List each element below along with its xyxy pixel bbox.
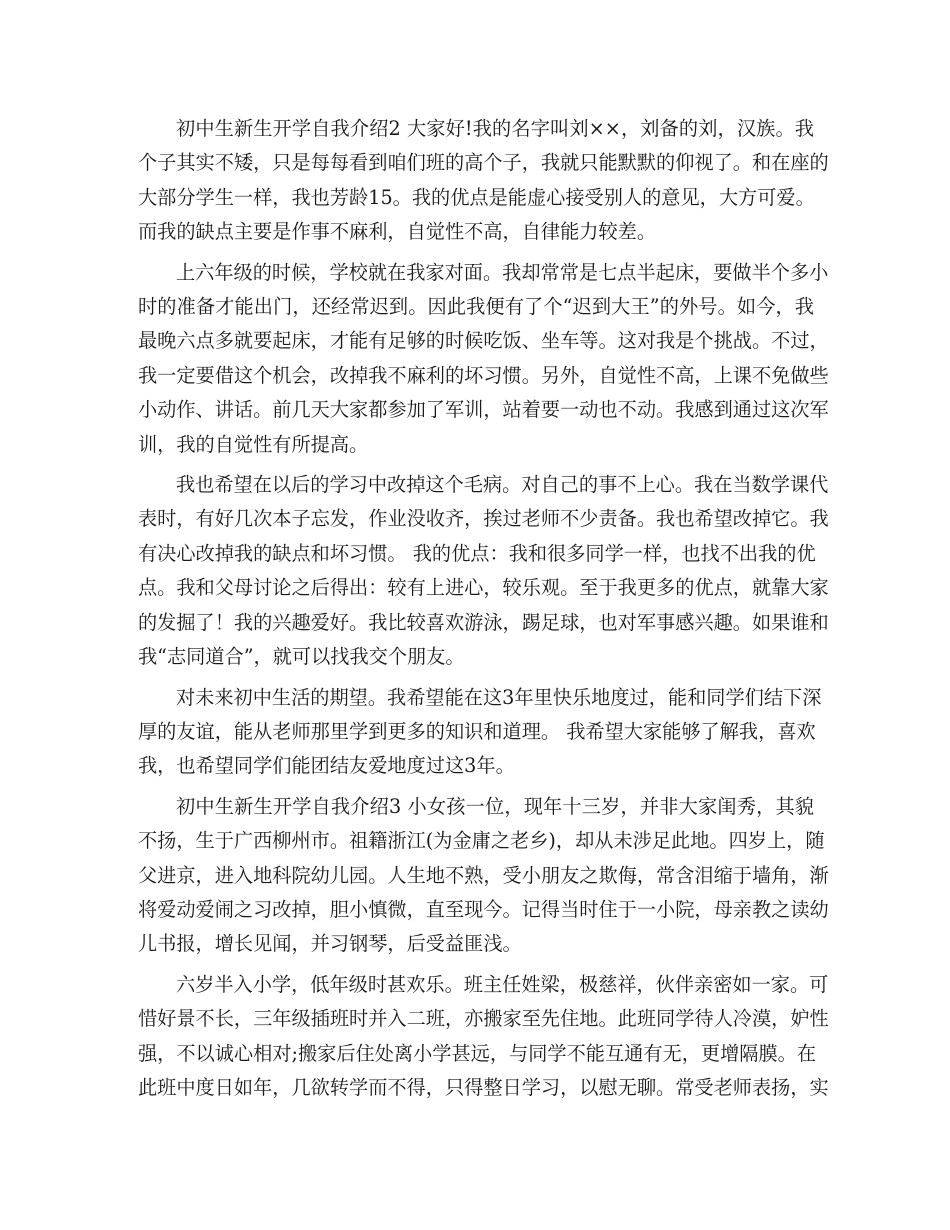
text-line: 训，我的自觉性有所提高。: [138, 432, 369, 456]
paragraph-1: [138, 112, 829, 250]
paragraph-2: [138, 256, 829, 462]
text-line: 我“志同道合”，就可以找我交个朋友。: [138, 645, 465, 669]
text-line: 惜好景不长，三年级插班时并入二班，亦搬家至先住地。此班同学待人冷漠，妒性: [138, 1007, 829, 1031]
text-line: 初中生新生开学自我介绍3 小女孩一位，现年十三岁，并非大家闺秀，其貌: [176, 794, 814, 818]
text-line: 厚的友谊，能从老师那里学到更多的知识和道理。 我希望大家能够了解我，喜欢: [138, 719, 816, 743]
text-line: 个子其实不矮，只是每每看到咱们班的高个子，我就只能默默的仰视了。和在座的: [138, 151, 829, 175]
text-line: 我也希望在以后的学习中改掉这个毛病。对自己的事不上心。我在当数学课代: [176, 473, 829, 497]
text-line: 我，也希望同学们能团结友爱地度过这3年。: [138, 754, 515, 778]
text-line: 点。我和父母讨论之后得出：较有上进心，较乐观。至于我更多的优点，就靠大家: [138, 576, 829, 600]
text-line: 而我的缺点主要是作事不麻利，自觉性不高，自律能力较差。: [138, 220, 657, 244]
text-line: 对未来初中生活的期望。我希望能在这3年里快乐地度过，能和同学们结下深: [176, 685, 822, 709]
text-line: 父进京，进入地科院幼儿园。人生地不熟，受小朋友之欺侮，常含泪缩于墙角，渐: [138, 863, 829, 887]
text-line: 不扬，生于广西柳州市。祖籍浙江(为金庸之老乡)，却从未涉足此地。四岁上，随: [138, 829, 825, 853]
text-line: 我一定要借这个机会，改掉我不麻利的坏习惯。另外，自觉性不高，上课不免做些: [138, 363, 829, 387]
paragraph-5: [138, 790, 829, 962]
paragraph-4: [138, 681, 822, 784]
text-line: 表时，有好几次本子忘发，作业没收齐，挨过老师不少责备。我也希望改掉它。我: [138, 507, 829, 531]
document-body: [138, 112, 829, 1111]
text-line: 有决心改掉我的缺点和坏习惯。 我的优点：我和很多同学一样，也找不出我的优: [138, 541, 816, 565]
text-line: 时的准备才能出门，还经常迟到。因此我便有了个“迟到大王”的外号。如今，我: [138, 295, 814, 319]
text-line: 六岁半入小学，低年级时甚欢乐。班主任姓梁，极慈祥，伙伴亲密如一家。可: [176, 972, 829, 996]
text-line: 小动作、讲话。前几天大家都参加了军训，站着要一动也不动。我感到通过这次军: [138, 398, 829, 422]
text-line: 的发掘了！我的兴趣爱好。我比较喜欢游泳，踢足球，也对军事感兴趣。如果谁和: [138, 610, 829, 634]
text-line: 强，不以诚心相对;搬家后住处离小学甚远，与同学不能互通有无，更增隔膜。在: [138, 1041, 817, 1065]
text-line: 将爱动爱闹之习改掉，胆小慎微，直至现今。记得当时住于一小院，母亲教之读幼: [138, 897, 829, 921]
text-line: 儿书报，增长见闻，并习钢琴，后受益匪浅。: [138, 932, 522, 956]
text-line: 大部分学生一样，我也芳龄15。我的优点是能虚心接受别人的意见，大方可爱。: [138, 185, 815, 209]
text-line: 上六年级的时候，学校就在我家对面。我却常常是七点半起床，要做半个多小: [176, 260, 829, 284]
text-line: 此班中度日如年，几欲转学而不得，只得整日学习，以慰无聊。常受老师表扬，实: [138, 1075, 829, 1099]
text-line: 初中生新生开学自我介绍2 大家好!我的名字叫刘××，刘备的刘，汉族。我: [176, 117, 814, 140]
text-line: 最晚六点多就要起床，才能有足够的时候吃饭、坐车等。这对我是个挑战。不过，: [138, 329, 829, 353]
paragraph-3: [138, 468, 829, 674]
paragraph-6: [138, 968, 829, 1106]
